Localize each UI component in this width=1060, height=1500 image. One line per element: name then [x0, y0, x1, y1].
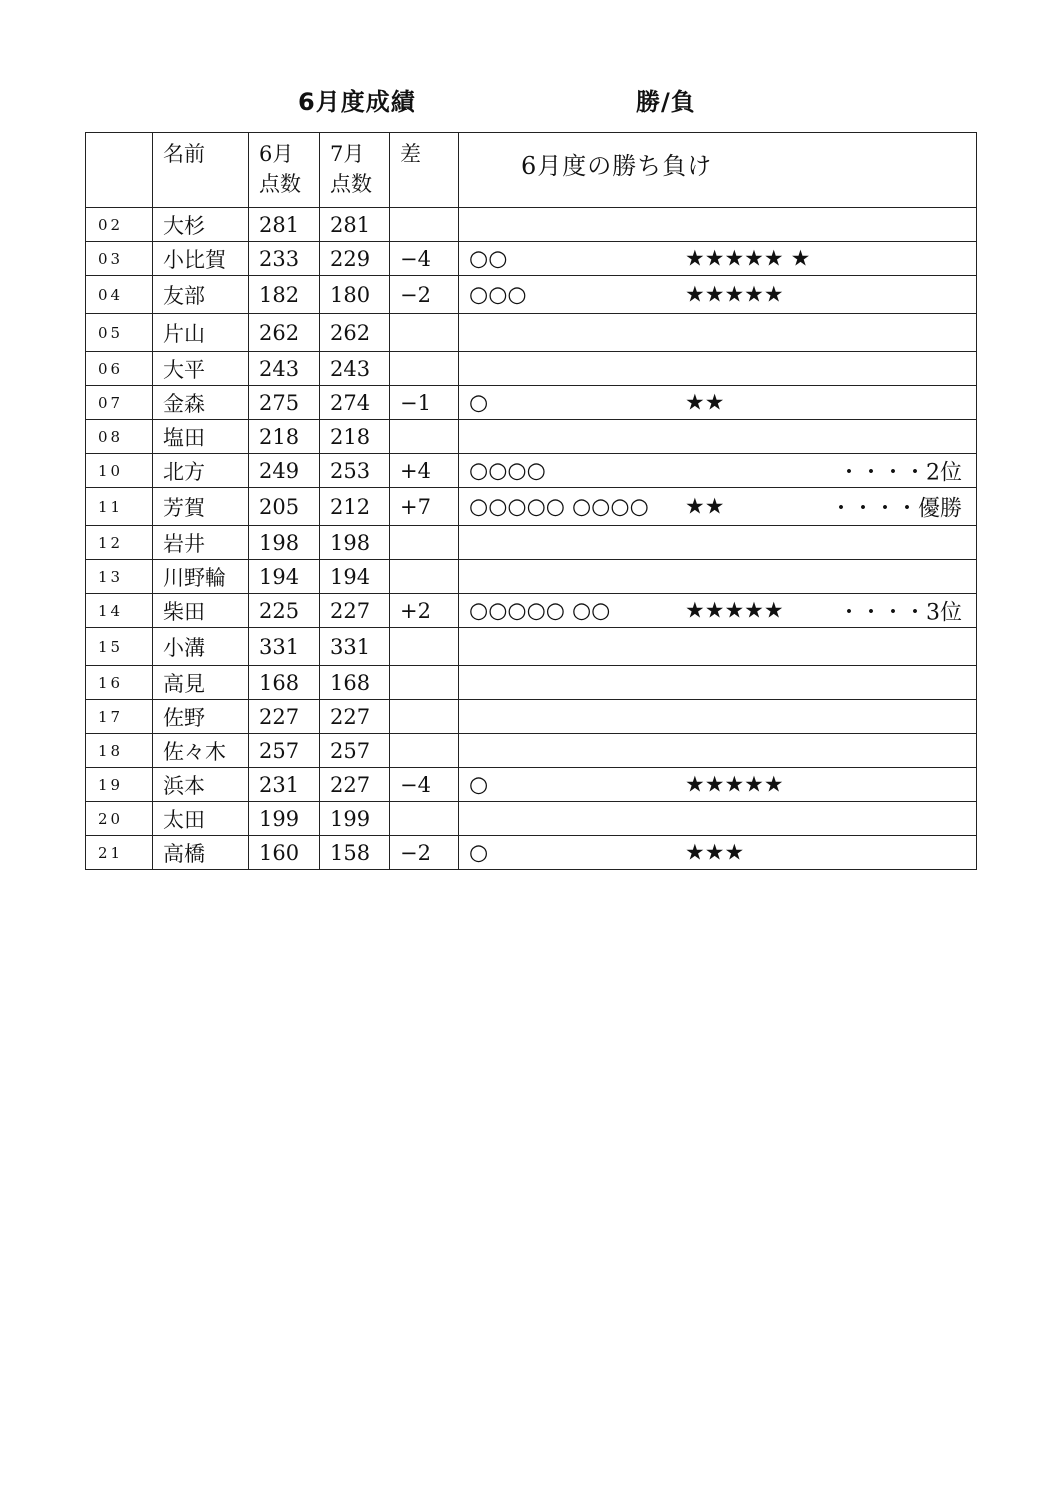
- row-name: 佐々木: [153, 734, 249, 768]
- row-july-score: 180: [320, 276, 390, 314]
- row-results: [459, 628, 977, 666]
- row-july-score: 227: [320, 768, 390, 802]
- row-name: 高見: [153, 666, 249, 700]
- row-results: [459, 454, 977, 488]
- row-name: 佐野: [153, 700, 249, 734]
- row-diff: [390, 560, 459, 594]
- row-diff: [390, 666, 459, 700]
- row-july-score: 274: [320, 386, 390, 420]
- row-number: 17: [86, 700, 153, 734]
- row-july-score: 243: [320, 352, 390, 386]
- row-diff: −4: [390, 768, 459, 802]
- row-results: [459, 666, 977, 700]
- row-june-score: 160: [249, 836, 320, 870]
- table-row: [86, 734, 977, 768]
- row-results: [459, 386, 977, 420]
- row-june-score: 257: [249, 734, 320, 768]
- row-name: 友部: [153, 276, 249, 314]
- row-name: 川野輪: [153, 560, 249, 594]
- row-diff: [390, 208, 459, 242]
- row-results: [459, 700, 977, 734]
- row-results: [459, 594, 977, 628]
- row-name: 小溝: [153, 628, 249, 666]
- table-row: [86, 768, 977, 802]
- table-row: [86, 802, 977, 836]
- row-diff: [390, 700, 459, 734]
- table-row: [86, 628, 977, 666]
- row-july-score: 198: [320, 526, 390, 560]
- row-wins: ○: [469, 840, 489, 865]
- header-name: 名前: [153, 133, 249, 208]
- row-name: 北方: [153, 454, 249, 488]
- row-wins: ○: [469, 772, 489, 797]
- row-results: [459, 352, 977, 386]
- row-june-score: 275: [249, 386, 320, 420]
- row-number: 15: [86, 628, 153, 666]
- row-june-score: 194: [249, 560, 320, 594]
- row-june-score: 233: [249, 242, 320, 276]
- row-number: 19: [86, 768, 153, 802]
- row-number: 16: [86, 666, 153, 700]
- row-results: [459, 314, 977, 352]
- row-diff: [390, 314, 459, 352]
- row-wins: ○○○: [469, 282, 527, 307]
- row-diff: +4: [390, 454, 459, 488]
- row-losses: ★★★★★ ★: [685, 246, 811, 271]
- table-row: [86, 276, 977, 314]
- row-losses: ★★★: [685, 840, 745, 865]
- table-row: [86, 488, 977, 526]
- header-june-line1: 6月: [259, 142, 294, 166]
- row-name: 柴田: [153, 594, 249, 628]
- row-diff: [390, 526, 459, 560]
- row-july-score: 212: [320, 488, 390, 526]
- row-results: [459, 836, 977, 870]
- table-row: [86, 594, 977, 628]
- row-note: ・・・・3位: [838, 600, 962, 625]
- row-number: 05: [86, 314, 153, 352]
- row-june-score: 231: [249, 768, 320, 802]
- row-number: 21: [86, 836, 153, 870]
- row-wins: ○○○○○ ○○: [469, 598, 611, 623]
- header-june: [249, 133, 320, 208]
- row-losses: ★★: [685, 390, 725, 415]
- row-june-score: 262: [249, 314, 320, 352]
- row-july-score: 199: [320, 802, 390, 836]
- row-june-score: 249: [249, 454, 320, 488]
- row-july-score: 262: [320, 314, 390, 352]
- row-july-score: 168: [320, 666, 390, 700]
- row-july-score: 158: [320, 836, 390, 870]
- table-row: [86, 242, 977, 276]
- row-number: 13: [86, 560, 153, 594]
- row-june-score: 281: [249, 208, 320, 242]
- header-june-line2: 点数: [259, 172, 301, 196]
- row-number: 06: [86, 352, 153, 386]
- table-row: [86, 836, 977, 870]
- row-june-score: 218: [249, 420, 320, 454]
- row-number: 10: [86, 454, 153, 488]
- row-june-score: 331: [249, 628, 320, 666]
- row-june-score: 205: [249, 488, 320, 526]
- row-results: [459, 208, 977, 242]
- row-july-score: 253: [320, 454, 390, 488]
- row-july-score: 218: [320, 420, 390, 454]
- row-diff: −1: [390, 386, 459, 420]
- row-losses: ★★★★★: [685, 598, 784, 623]
- table-row: [86, 526, 977, 560]
- row-diff: −2: [390, 276, 459, 314]
- row-number: 12: [86, 526, 153, 560]
- header-results-label: 6月度の勝ち負け: [521, 152, 713, 180]
- row-diff: +7: [390, 488, 459, 526]
- row-name: 大平: [153, 352, 249, 386]
- row-july-score: 229: [320, 242, 390, 276]
- row-losses: ★★★★★: [685, 282, 784, 307]
- header-july-line2: 点数: [330, 172, 372, 196]
- row-results: [459, 488, 977, 526]
- row-results: [459, 242, 977, 276]
- row-number: 02: [86, 208, 153, 242]
- row-number: 07: [86, 386, 153, 420]
- row-name: 太田: [153, 802, 249, 836]
- row-june-score: 198: [249, 526, 320, 560]
- row-wins: ○○○○: [469, 458, 546, 483]
- row-name: 芳賀: [153, 488, 249, 526]
- row-losses: ★★: [685, 494, 725, 519]
- row-diff: −2: [390, 836, 459, 870]
- row-wins: ○○: [469, 246, 508, 271]
- results-table-body: [86, 133, 977, 870]
- row-wins: ○○○○○ ○○○○: [469, 494, 649, 519]
- row-number: 20: [86, 802, 153, 836]
- row-june-score: 182: [249, 276, 320, 314]
- row-diff: [390, 352, 459, 386]
- row-diff: [390, 628, 459, 666]
- row-june-score: 225: [249, 594, 320, 628]
- row-july-score: 227: [320, 594, 390, 628]
- row-july-score: 331: [320, 628, 390, 666]
- row-name: 大杉: [153, 208, 249, 242]
- row-diff: [390, 802, 459, 836]
- header-results: [459, 133, 977, 208]
- row-name: 片山: [153, 314, 249, 352]
- row-july-score: 257: [320, 734, 390, 768]
- row-name: 金森: [153, 386, 249, 420]
- row-results: [459, 276, 977, 314]
- row-wins: ○: [469, 390, 489, 415]
- row-number: 11: [86, 488, 153, 526]
- row-number: 04: [86, 276, 153, 314]
- row-name: 浜本: [153, 768, 249, 802]
- table-header-row: [86, 133, 977, 208]
- row-results: [459, 768, 977, 802]
- row-losses: ★★★★★: [685, 772, 784, 797]
- row-name: 小比賀: [153, 242, 249, 276]
- row-june-score: 168: [249, 666, 320, 700]
- row-june-score: 243: [249, 352, 320, 386]
- header-no-cell: [86, 133, 153, 208]
- row-number: 03: [86, 242, 153, 276]
- row-name: 塩田: [153, 420, 249, 454]
- row-june-score: 199: [249, 802, 320, 836]
- row-number: 18: [86, 734, 153, 768]
- table-row: [86, 208, 977, 242]
- row-name: 高橋: [153, 836, 249, 870]
- table-row: [86, 420, 977, 454]
- row-results: [459, 560, 977, 594]
- table-row: [86, 454, 977, 488]
- row-diff: +2: [390, 594, 459, 628]
- row-results: [459, 420, 977, 454]
- row-july-score: 227: [320, 700, 390, 734]
- row-note: ・・・・優勝: [829, 496, 962, 521]
- header-diff: 差: [390, 133, 459, 208]
- table-row: [86, 352, 977, 386]
- row-number: 14: [86, 594, 153, 628]
- row-diff: −4: [390, 242, 459, 276]
- results-table: [85, 132, 977, 870]
- row-results: [459, 526, 977, 560]
- page-subtitle: 勝/負: [636, 88, 696, 116]
- row-june-score: 227: [249, 700, 320, 734]
- row-diff: [390, 420, 459, 454]
- row-july-score: 194: [320, 560, 390, 594]
- row-name: 岩井: [153, 526, 249, 560]
- table-row: [86, 386, 977, 420]
- table-row: [86, 666, 977, 700]
- row-results: [459, 734, 977, 768]
- header-july-line1: 7月: [330, 142, 365, 166]
- row-july-score: 281: [320, 208, 390, 242]
- row-number: 08: [86, 420, 153, 454]
- table-row: [86, 560, 977, 594]
- row-note: ・・・・2位: [838, 460, 962, 485]
- table-row: [86, 700, 977, 734]
- header-july: [320, 133, 390, 208]
- table-row: [86, 314, 977, 352]
- page-title: 6月度成績: [298, 88, 416, 116]
- row-results: [459, 802, 977, 836]
- row-diff: [390, 734, 459, 768]
